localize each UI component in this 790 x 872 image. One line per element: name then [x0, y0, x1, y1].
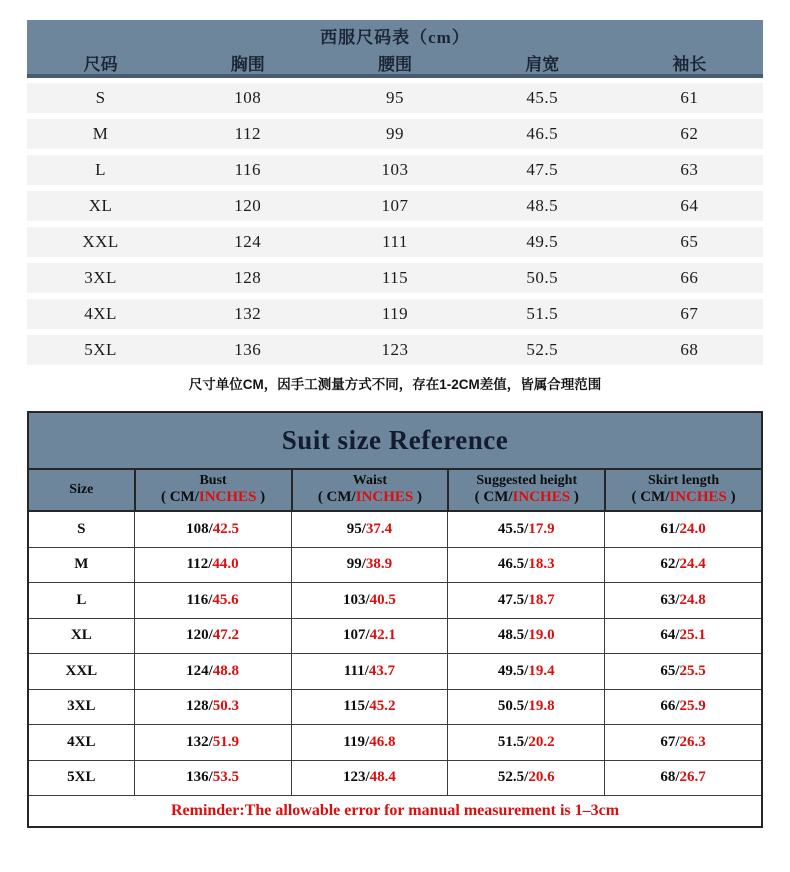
table-row	[27, 155, 763, 185]
table-cell: 51.5	[526, 304, 559, 323]
table-cell: 63/ 24.8	[604, 583, 761, 618]
table-cell: 61/ 24.0	[604, 512, 761, 547]
size-cell: XXL	[65, 662, 98, 679]
table-cell: 45.5	[526, 88, 559, 107]
column-header-waist: 腰围	[378, 54, 412, 74]
table-cell: 103/ 40.5	[291, 583, 448, 618]
table-cell: 115	[381, 268, 409, 287]
table-row	[29, 761, 761, 797]
reminder-text: Reminder:The allowable error for manual measurement is 1–3cm	[170, 802, 620, 819]
table-cell: XL	[88, 196, 113, 215]
table-cell: 49.5/ 19.4	[447, 654, 604, 689]
table-cell: 107	[381, 196, 409, 215]
table-cell: 95/ 37.4	[291, 512, 448, 547]
table-cell: 99	[386, 124, 404, 143]
table-cell: 50.5	[526, 268, 559, 287]
measurement-note: 尺寸单位CM，因手工测量方式不同，存在1-2CM差值，皆属合理范围	[188, 377, 602, 392]
table-cell: 111/ 43.7	[291, 654, 448, 689]
table-cell: 46.5	[526, 124, 559, 143]
table-cell: 116	[234, 160, 261, 179]
table-cell: 51.5/ 20.2	[447, 725, 604, 760]
table-cell: 108	[234, 88, 262, 107]
table-row	[29, 654, 761, 690]
table-cell: 107/ 42.1	[291, 619, 448, 654]
cn-size-table-header	[27, 20, 763, 78]
table-cell: 95	[386, 88, 404, 107]
table-cell: 116/ 45.6	[134, 583, 291, 618]
table-cell: 4XL	[84, 304, 117, 323]
table-cell: 65	[680, 232, 699, 251]
en-size-table	[27, 411, 763, 828]
cn-size-table	[27, 20, 763, 365]
table-row	[27, 299, 763, 329]
unit-close: )	[570, 489, 579, 505]
table-cell: 112/ 44.0	[134, 548, 291, 583]
table-cell: 62	[680, 124, 699, 143]
column-header-bust: 胸围	[230, 54, 265, 74]
table-cell: 136	[234, 340, 262, 359]
cn-size-table-title: 西服尺码表（cm）	[320, 28, 470, 47]
table-cell: 120/ 47.2	[134, 619, 291, 654]
table-cell: 132/ 51.9	[134, 725, 291, 760]
column-header-suggested-height: Suggested height ( CM/INCHES )	[447, 470, 604, 510]
table-cell: 123/ 48.4	[291, 761, 448, 796]
column-header-waist: Waist ( CM/INCHES )	[291, 470, 448, 510]
table-row	[27, 263, 763, 293]
table-row	[27, 191, 763, 221]
table-cell: 136/ 53.5	[134, 761, 291, 796]
table-cell: 52.5/ 20.6	[447, 761, 604, 796]
table-cell: 128	[234, 268, 262, 287]
table-cell: L	[95, 160, 107, 179]
size-chart-page	[0, 20, 790, 872]
size-cell: 5XL	[67, 769, 96, 786]
table-cell: 65/ 25.5	[604, 654, 761, 689]
table-cell: XXL	[82, 232, 119, 251]
column-header-shoulder: 肩宽	[525, 54, 560, 74]
en-size-table-header	[29, 470, 761, 512]
unit-close: )	[256, 489, 266, 505]
cn-size-table-body	[27, 83, 763, 365]
unit-inches: INCHES	[512, 489, 571, 505]
table-cell: 124/ 48.8	[134, 654, 291, 689]
table-cell: 63	[680, 160, 699, 179]
cn-size-table-column-headers	[27, 50, 763, 74]
table-cell: 3XL	[84, 268, 117, 287]
table-row	[27, 83, 763, 113]
table-cell: 115/ 45.2	[291, 690, 448, 725]
column-header-bust: Bust ( CM/INCHES )	[134, 470, 291, 510]
table-row	[29, 725, 761, 761]
table-cell: 5XL	[84, 340, 117, 359]
table-cell: 66	[680, 268, 699, 287]
size-cell: 3XL	[67, 698, 96, 715]
table-cell: 68	[680, 340, 699, 359]
unit-inches: INCHES	[355, 489, 414, 505]
table-cell: 132	[234, 304, 262, 323]
table-cell: 45.5/ 17.9	[447, 512, 604, 547]
unit-inches: INCHES	[669, 489, 727, 505]
table-cell: 123	[381, 340, 409, 359]
column-header-size: 尺码	[83, 54, 118, 74]
table-cell: 49.5	[526, 232, 559, 251]
unit-cm: ( CM/	[160, 489, 199, 505]
table-cell: S	[95, 88, 106, 107]
unit-cm: ( CM/	[631, 489, 670, 505]
table-cell: 64	[680, 196, 699, 215]
table-row	[29, 512, 761, 548]
table-cell: 67	[680, 304, 699, 323]
table-cell: 64/ 25.1	[604, 619, 761, 654]
table-cell: 119/ 46.8	[291, 725, 448, 760]
table-row	[29, 583, 761, 619]
table-cell: 66/ 25.9	[604, 690, 761, 725]
unit-close: )	[726, 489, 736, 505]
table-cell: 112	[234, 124, 261, 143]
table-row	[27, 227, 763, 257]
table-cell: 99/ 38.9	[291, 548, 448, 583]
table-cell: 68/ 26.7	[604, 761, 761, 796]
table-row	[29, 548, 761, 584]
en-size-table-title: Suit size Reference	[29, 413, 761, 470]
table-cell: 48.5/ 19.0	[447, 619, 604, 654]
table-cell: 52.5	[526, 340, 559, 359]
table-cell: 111	[382, 232, 408, 251]
column-header-sleeve: 袖长	[672, 54, 707, 74]
size-cell: L	[76, 591, 87, 608]
table-cell: 61	[680, 88, 699, 107]
table-cell: 62/ 24.4	[604, 548, 761, 583]
table-cell: 128/ 50.3	[134, 690, 291, 725]
unit-cm: ( CM/	[317, 489, 356, 505]
table-row	[27, 119, 763, 149]
table-row	[29, 619, 761, 655]
table-cell: 50.5/ 19.8	[447, 690, 604, 725]
table-cell: 46.5/ 18.3	[447, 548, 604, 583]
table-cell: 67/ 26.3	[604, 725, 761, 760]
table-cell: 120	[234, 196, 262, 215]
table-cell: M	[92, 124, 109, 143]
unit-inches: INCHES	[198, 489, 257, 505]
unit-close: )	[413, 489, 422, 505]
column-header-skirt-length: Skirt length ( CM/INCHES )	[604, 470, 761, 510]
size-cell: S	[77, 520, 86, 537]
unit-cm: ( CM/	[474, 489, 513, 505]
table-row	[27, 335, 763, 365]
table-cell: 47.5/ 18.7	[447, 583, 604, 618]
table-cell: 119	[381, 304, 409, 323]
table-cell: 48.5	[526, 196, 559, 215]
size-cell: M	[74, 556, 89, 573]
size-cell: XL	[70, 627, 92, 644]
size-cell: 4XL	[67, 733, 96, 750]
table-row	[29, 690, 761, 726]
column-header-size: Size	[69, 481, 94, 497]
table-cell: 124	[234, 232, 262, 251]
table-cell: 103	[381, 160, 409, 179]
table-cell: 47.5	[526, 160, 559, 179]
table-cell: 108/ 42.5	[134, 512, 291, 547]
